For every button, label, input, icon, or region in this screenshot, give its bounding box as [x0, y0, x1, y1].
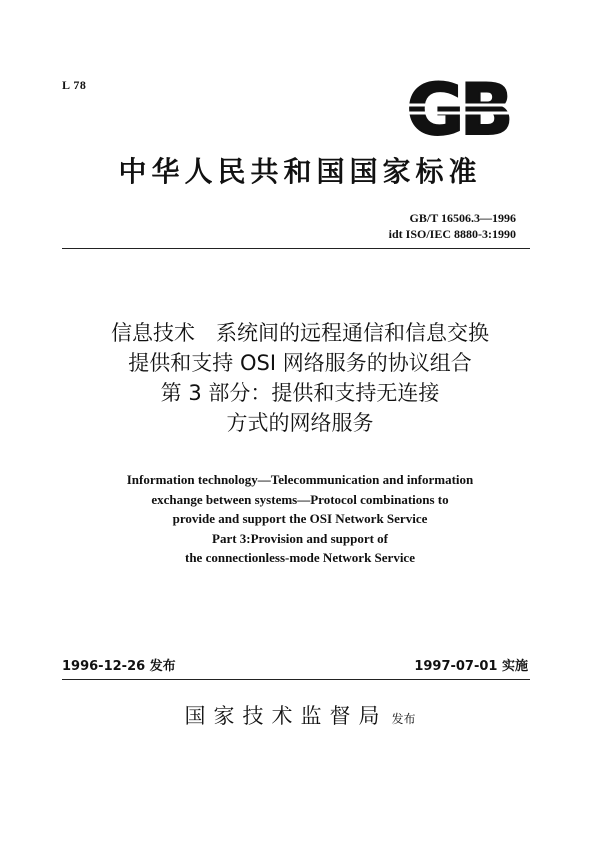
standard-number-block [389, 210, 516, 242]
issuing-organization: 国家技术监督局 [184, 704, 388, 728]
english-title [0, 470, 600, 568]
chinese-title-line: 第 3 部分：提供和支持无连接 [160, 381, 440, 405]
issue-date: 1996-12-26 发布 [62, 659, 176, 674]
gb-logo [396, 78, 520, 140]
chinese-title-line: 信息技术 系统间的远程通信和信息交换 [111, 321, 489, 345]
english-title-line: the connectionless-mode Network Service [185, 550, 415, 565]
chinese-title-line: 提供和支持 OSI 网络服务的协议组合 [128, 351, 472, 375]
english-title-line: Part 3:Provision and support of [212, 530, 388, 546]
issue-action: 发布 [391, 712, 416, 726]
english-title-line: provide and support the OSI Network Service [172, 511, 428, 526]
chinese-title [0, 318, 600, 438]
standard-number: GB/T 16506.3—1996 [409, 211, 516, 225]
issuer-line [0, 700, 600, 730]
english-title-line: Information technology—Telecommunication and information [126, 472, 474, 487]
chinese-title-line: 方式的网络服务 [226, 411, 374, 435]
classification-code: L 78 [62, 78, 87, 92]
english-title-line: exchange between systems—Protocol combinations to [151, 491, 449, 507]
effective-date: 1997-07-01 实施 [414, 659, 528, 674]
national-standard-title: 中华人民共和国国家标准 [118, 155, 482, 188]
gb-logo-text: GB [406, 78, 510, 140]
equivalent-standard: idt ISO/IEC 8880-3:1990 [388, 227, 516, 241]
bottom-divider [62, 679, 530, 680]
top-divider [62, 248, 530, 249]
